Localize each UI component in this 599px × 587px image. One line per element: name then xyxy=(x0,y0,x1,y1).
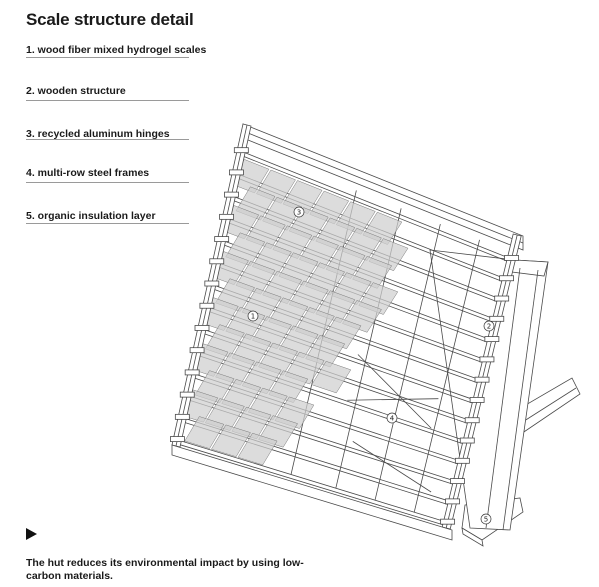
callout-4-label: 4 xyxy=(389,414,395,423)
rail-bracket xyxy=(195,325,209,330)
frame-brace xyxy=(347,399,438,401)
rail-bracket xyxy=(190,348,204,353)
rail-bracket xyxy=(170,437,184,442)
legend-item-label: 2. wooden structure xyxy=(26,85,126,97)
rail-bracket xyxy=(465,418,479,423)
rail-bracket xyxy=(455,458,469,463)
rail-bracket xyxy=(234,148,248,153)
rail-bracket xyxy=(470,397,484,402)
rail-bracket xyxy=(490,316,504,321)
callout-2-label: 2 xyxy=(486,322,492,331)
rail-bracket xyxy=(185,370,199,375)
frame-rail-edge xyxy=(173,442,445,525)
rail-bracket xyxy=(450,479,464,484)
rail-bracket xyxy=(446,499,460,504)
rail-bracket xyxy=(180,392,194,397)
rail-bracket xyxy=(200,303,214,308)
page-title: Scale structure detail xyxy=(26,10,194,29)
rail-bracket xyxy=(485,337,499,342)
play-arrow-icon xyxy=(26,528,37,540)
callout-4 xyxy=(387,413,397,423)
callout-1-label: 1 xyxy=(250,312,256,321)
rail-bracket xyxy=(210,259,224,264)
rail-bracket xyxy=(475,377,489,382)
frame-rail xyxy=(173,439,445,522)
callout-3 xyxy=(294,207,304,217)
hydrogel-scales xyxy=(179,159,408,465)
rail-bracket xyxy=(175,414,189,419)
legend-item-label: 1. wood fiber mixed hydrogel scales xyxy=(26,44,207,56)
footer-caption: The hut reduces its environmental impact by using low-carbon materials. xyxy=(26,557,304,582)
legend-item-label: 4. multi-row steel frames xyxy=(26,167,150,179)
callout-3-label: 3 xyxy=(296,208,302,217)
legend-item-label: 5. organic insulation layer xyxy=(26,210,156,222)
rail-bracket xyxy=(495,296,509,301)
rail-bracket xyxy=(480,357,494,362)
rail-bracket xyxy=(205,281,219,286)
frame-brace xyxy=(353,441,431,492)
callout-2 xyxy=(484,321,494,331)
rail-bracket xyxy=(220,214,234,219)
legend-item-label: 3. recycled aluminum hinges xyxy=(26,128,170,140)
rail-bracket xyxy=(460,438,474,443)
rail-bracket xyxy=(441,519,455,524)
rail-bracket xyxy=(215,237,229,242)
rail-bracket xyxy=(224,192,238,197)
callout-1 xyxy=(248,311,258,321)
rail-bracket xyxy=(229,170,243,175)
rail-bracket xyxy=(505,255,519,260)
rail-bracket xyxy=(500,276,514,281)
callout-5-label: 5 xyxy=(483,515,489,524)
callout-5 xyxy=(481,514,491,524)
